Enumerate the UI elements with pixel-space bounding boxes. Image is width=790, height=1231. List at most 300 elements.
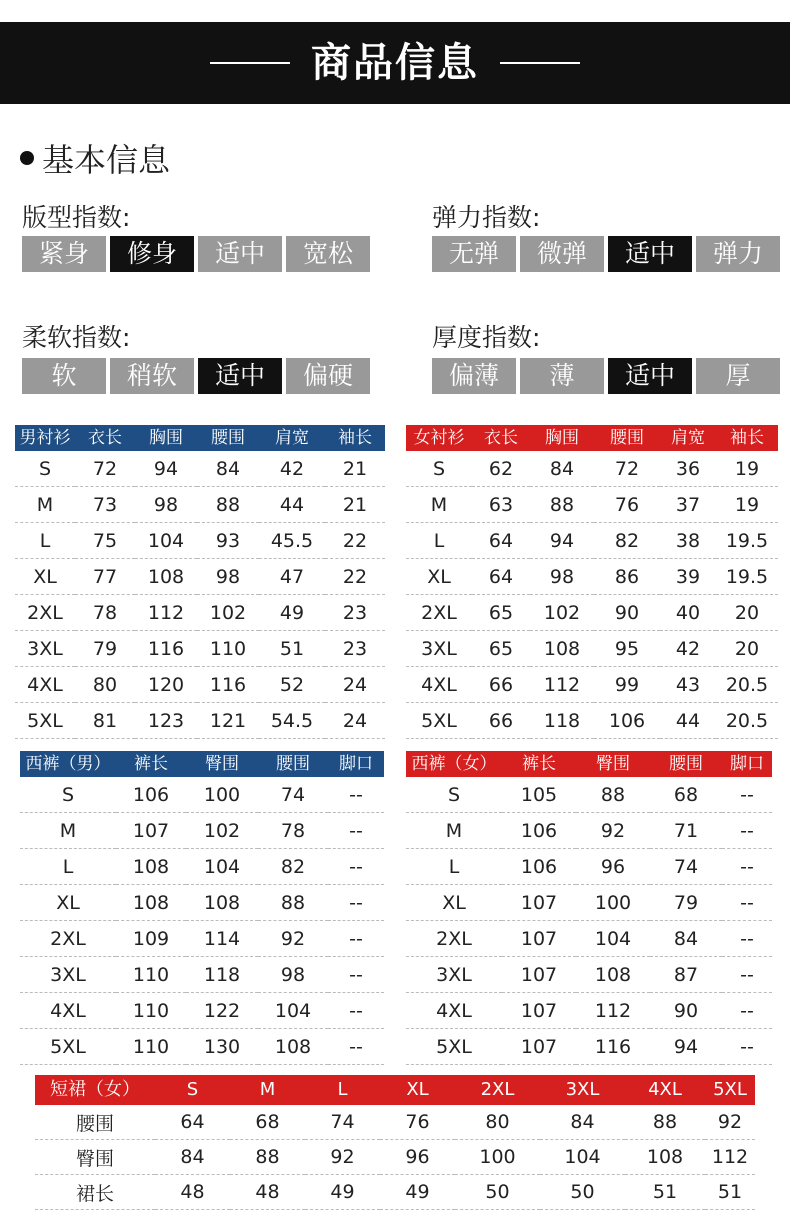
column-header: 肩宽 bbox=[660, 425, 716, 451]
table-cell: 68 bbox=[650, 777, 722, 813]
table-cell: 112 bbox=[135, 595, 197, 631]
table-row bbox=[20, 849, 384, 885]
table-cell: 107 bbox=[502, 885, 576, 921]
table-row bbox=[406, 451, 778, 487]
table-cell: 72 bbox=[594, 451, 660, 487]
table-cell: 96 bbox=[576, 849, 650, 885]
table-row bbox=[406, 993, 772, 1029]
table-row bbox=[406, 559, 778, 595]
table-cell: 20 bbox=[716, 595, 778, 631]
table-cell: 102 bbox=[197, 595, 259, 631]
table-cell: 104 bbox=[135, 523, 197, 559]
column-header: 裤长 bbox=[502, 751, 576, 777]
table-cell: 110 bbox=[116, 993, 186, 1029]
table-cell: L bbox=[406, 523, 472, 559]
table-cell: -- bbox=[722, 813, 772, 849]
table-cell: 73 bbox=[75, 487, 135, 523]
table-cell: 3XL bbox=[406, 631, 472, 667]
table-cell: 3XL bbox=[15, 631, 75, 667]
table-row bbox=[406, 631, 778, 667]
table-cell: -- bbox=[722, 993, 772, 1029]
table-cell: 5XL bbox=[15, 703, 75, 739]
column-header: XL bbox=[380, 1075, 455, 1105]
table-cell: 92 bbox=[705, 1105, 755, 1140]
table-row bbox=[406, 957, 772, 993]
table-cell: 108 bbox=[186, 885, 258, 921]
index-option-selected: 适中 bbox=[608, 358, 692, 394]
table-cell: 52 bbox=[259, 667, 325, 703]
table-cell: 24 bbox=[325, 703, 385, 739]
table-cell: 23 bbox=[325, 595, 385, 631]
table-cell: 110 bbox=[116, 957, 186, 993]
column-header: 衣长 bbox=[472, 425, 530, 451]
table-cell: 110 bbox=[197, 631, 259, 667]
column-header: 袖长 bbox=[325, 425, 385, 451]
table-cell: 74 bbox=[258, 777, 328, 813]
section-title-text: 基本信息 bbox=[42, 141, 171, 179]
table-cell: XL bbox=[406, 559, 472, 595]
bullet-icon bbox=[20, 151, 34, 165]
table-cell: 44 bbox=[660, 703, 716, 739]
index-option: 软 bbox=[22, 358, 106, 394]
index-option: 偏薄 bbox=[432, 358, 516, 394]
column-header: 5XL bbox=[705, 1075, 755, 1105]
column-header: 男衬衫 bbox=[15, 425, 75, 451]
table-cell: 49 bbox=[380, 1175, 455, 1210]
table-row bbox=[35, 1140, 755, 1175]
table-cell: 4XL bbox=[406, 993, 502, 1029]
banner bbox=[0, 22, 790, 104]
table-cell: 107 bbox=[502, 921, 576, 957]
table-cell: 79 bbox=[650, 885, 722, 921]
table-cell: -- bbox=[722, 885, 772, 921]
table-cell: 102 bbox=[530, 595, 594, 631]
table-row bbox=[406, 595, 778, 631]
table-cell: M bbox=[20, 813, 116, 849]
skirt-size-table bbox=[35, 1075, 755, 1210]
index-option: 偏硬 bbox=[286, 358, 370, 394]
table-cell: 腰围 bbox=[35, 1105, 155, 1140]
table-row bbox=[406, 487, 778, 523]
table-cell: 4XL bbox=[15, 667, 75, 703]
table-cell: 65 bbox=[472, 631, 530, 667]
banner-title: 商品信息 bbox=[311, 40, 479, 86]
table-cell: 98 bbox=[135, 487, 197, 523]
table-row bbox=[406, 703, 778, 739]
table-cell: 100 bbox=[186, 777, 258, 813]
table-cell: 66 bbox=[472, 703, 530, 739]
table-cell: 100 bbox=[576, 885, 650, 921]
index-option: 宽松 bbox=[286, 236, 370, 272]
table-cell: 48 bbox=[155, 1175, 230, 1210]
table-cell: S bbox=[406, 777, 502, 813]
table-cell: 105 bbox=[502, 777, 576, 813]
table-row bbox=[15, 487, 385, 523]
table-cell: 82 bbox=[594, 523, 660, 559]
table-row bbox=[15, 703, 385, 739]
table-cell: 93 bbox=[197, 523, 259, 559]
table-cell: 74 bbox=[650, 849, 722, 885]
table-cell: 20.5 bbox=[716, 667, 778, 703]
table-cell: 63 bbox=[472, 487, 530, 523]
index-option: 微弹 bbox=[520, 236, 604, 272]
table-cell: 78 bbox=[258, 813, 328, 849]
table-cell: 64 bbox=[472, 559, 530, 595]
table-cell: 107 bbox=[502, 993, 576, 1029]
table-cell: 50 bbox=[540, 1175, 625, 1210]
table-row bbox=[15, 523, 385, 559]
table-cell: 80 bbox=[455, 1105, 540, 1140]
table-row bbox=[406, 777, 772, 813]
table-cell: 66 bbox=[472, 667, 530, 703]
index-option: 弹力 bbox=[696, 236, 780, 272]
table-row bbox=[406, 921, 772, 957]
table-cell: 84 bbox=[540, 1105, 625, 1140]
index-option: 紧身 bbox=[22, 236, 106, 272]
table-cell: -- bbox=[328, 1029, 384, 1065]
column-header: 衣长 bbox=[75, 425, 135, 451]
column-header: L bbox=[305, 1075, 380, 1105]
column-header: 胸围 bbox=[135, 425, 197, 451]
table-cell: M bbox=[15, 487, 75, 523]
table-cell: 100 bbox=[455, 1140, 540, 1175]
softness-index-label: 柔软指数: bbox=[22, 323, 131, 352]
table-cell: 49 bbox=[259, 595, 325, 631]
table-cell: 90 bbox=[594, 595, 660, 631]
table-cell: 5XL bbox=[406, 703, 472, 739]
table-cell: L bbox=[406, 849, 502, 885]
mens-shirt-size-table bbox=[15, 425, 385, 739]
table-cell: 54.5 bbox=[259, 703, 325, 739]
table-cell: 92 bbox=[305, 1140, 380, 1175]
column-header: 袖长 bbox=[716, 425, 778, 451]
table-cell: 76 bbox=[594, 487, 660, 523]
table-row bbox=[406, 523, 778, 559]
softness-index-options bbox=[22, 358, 372, 394]
table-cell: S bbox=[406, 451, 472, 487]
table-cell: -- bbox=[328, 957, 384, 993]
column-header: 腰围 bbox=[197, 425, 259, 451]
column-header: 臀围 bbox=[186, 751, 258, 777]
table-cell: 71 bbox=[650, 813, 722, 849]
thickness-index-options bbox=[432, 358, 782, 394]
table-cell: 110 bbox=[116, 1029, 186, 1065]
table-cell: 88 bbox=[530, 487, 594, 523]
table-cell: 84 bbox=[530, 451, 594, 487]
table-cell: 108 bbox=[576, 957, 650, 993]
table-cell: 121 bbox=[197, 703, 259, 739]
table-cell: -- bbox=[328, 813, 384, 849]
table-cell: -- bbox=[328, 921, 384, 957]
table-cell: 20.5 bbox=[716, 703, 778, 739]
table-cell: 108 bbox=[135, 559, 197, 595]
table-row bbox=[15, 451, 385, 487]
table-row bbox=[20, 885, 384, 921]
table-cell: 107 bbox=[116, 813, 186, 849]
table-cell: 104 bbox=[576, 921, 650, 957]
table-cell: 99 bbox=[594, 667, 660, 703]
table-cell: 95 bbox=[594, 631, 660, 667]
column-header: S bbox=[155, 1075, 230, 1105]
table-cell: 122 bbox=[186, 993, 258, 1029]
column-header: 裤长 bbox=[116, 751, 186, 777]
column-header: M bbox=[230, 1075, 305, 1105]
table-cell: 4XL bbox=[406, 667, 472, 703]
table-cell: 84 bbox=[650, 921, 722, 957]
stretch-index-options bbox=[432, 236, 782, 272]
table-cell: 92 bbox=[258, 921, 328, 957]
column-header: 女衬衫 bbox=[406, 425, 472, 451]
table-cell: 98 bbox=[258, 957, 328, 993]
womens-pants-size-table bbox=[406, 751, 772, 1065]
table-row bbox=[35, 1175, 755, 1210]
table-cell: -- bbox=[722, 1029, 772, 1065]
table-cell: 88 bbox=[197, 487, 259, 523]
table-cell: 80 bbox=[75, 667, 135, 703]
table-cell: 118 bbox=[530, 703, 594, 739]
column-header: 2XL bbox=[455, 1075, 540, 1105]
section-title bbox=[20, 135, 170, 181]
table-cell: 94 bbox=[530, 523, 594, 559]
table-cell: 22 bbox=[325, 523, 385, 559]
table-cell: -- bbox=[328, 777, 384, 813]
table-cell: 42 bbox=[259, 451, 325, 487]
column-header: 腰围 bbox=[258, 751, 328, 777]
table-cell: 36 bbox=[660, 451, 716, 487]
column-header: 4XL bbox=[625, 1075, 705, 1105]
table-cell: 84 bbox=[155, 1140, 230, 1175]
table-row bbox=[406, 1029, 772, 1065]
table-cell: 2XL bbox=[406, 595, 472, 631]
table-cell: 88 bbox=[258, 885, 328, 921]
table-cell: 38 bbox=[660, 523, 716, 559]
table-cell: 112 bbox=[530, 667, 594, 703]
table-cell: L bbox=[20, 849, 116, 885]
table-cell: 118 bbox=[186, 957, 258, 993]
table-row bbox=[20, 921, 384, 957]
table-cell: 3XL bbox=[20, 957, 116, 993]
index-option: 适中 bbox=[198, 236, 282, 272]
table-row bbox=[20, 993, 384, 1029]
table-cell: 19 bbox=[716, 451, 778, 487]
table-cell: 19.5 bbox=[716, 523, 778, 559]
table-row bbox=[15, 559, 385, 595]
table-cell: 64 bbox=[472, 523, 530, 559]
table-cell: -- bbox=[328, 885, 384, 921]
table-cell: 42 bbox=[660, 631, 716, 667]
table-cell: 24 bbox=[325, 667, 385, 703]
table-cell: S bbox=[15, 451, 75, 487]
column-header: 西裤（男） bbox=[20, 751, 116, 777]
thickness-index-label: 厚度指数: bbox=[432, 323, 541, 352]
column-header: 腰围 bbox=[594, 425, 660, 451]
table-cell: -- bbox=[722, 777, 772, 813]
table-cell: XL bbox=[20, 885, 116, 921]
table-cell: 39 bbox=[660, 559, 716, 595]
table-cell: 96 bbox=[380, 1140, 455, 1175]
index-option-selected: 适中 bbox=[608, 236, 692, 272]
index-option: 厚 bbox=[696, 358, 780, 394]
table-cell: 19.5 bbox=[716, 559, 778, 595]
column-header: 脚口 bbox=[328, 751, 384, 777]
index-option-selected: 适中 bbox=[198, 358, 282, 394]
table-cell: 87 bbox=[650, 957, 722, 993]
table-cell: 23 bbox=[325, 631, 385, 667]
table-cell: -- bbox=[328, 849, 384, 885]
column-header: 西裤（女） bbox=[406, 751, 502, 777]
table-cell: 65 bbox=[472, 595, 530, 631]
table-cell: 21 bbox=[325, 451, 385, 487]
table-cell: 47 bbox=[259, 559, 325, 595]
table-cell: 102 bbox=[186, 813, 258, 849]
table-cell: -- bbox=[722, 849, 772, 885]
table-cell: 20 bbox=[716, 631, 778, 667]
table-cell: 104 bbox=[540, 1140, 625, 1175]
table-cell: 84 bbox=[197, 451, 259, 487]
table-cell: 92 bbox=[576, 813, 650, 849]
table-cell: 108 bbox=[116, 885, 186, 921]
table-cell: -- bbox=[722, 957, 772, 993]
table-cell: 94 bbox=[135, 451, 197, 487]
table-cell: 72 bbox=[75, 451, 135, 487]
table-cell: 68 bbox=[230, 1105, 305, 1140]
table-row bbox=[15, 595, 385, 631]
stretch-index-label: 弹力指数: bbox=[432, 203, 541, 232]
table-cell: 2XL bbox=[20, 921, 116, 957]
table-cell: 104 bbox=[186, 849, 258, 885]
table-cell: 裙长 bbox=[35, 1175, 155, 1210]
table-cell: 3XL bbox=[406, 957, 502, 993]
table-cell: 106 bbox=[502, 813, 576, 849]
table-cell: 19 bbox=[716, 487, 778, 523]
table-cell: 75 bbox=[75, 523, 135, 559]
fit-index-label: 版型指数: bbox=[22, 203, 131, 232]
table-cell: 77 bbox=[75, 559, 135, 595]
table-cell: 4XL bbox=[20, 993, 116, 1029]
table-cell: 40 bbox=[660, 595, 716, 631]
table-cell: 2XL bbox=[15, 595, 75, 631]
index-option: 稍软 bbox=[110, 358, 194, 394]
table-cell: 51 bbox=[705, 1175, 755, 1210]
table-row bbox=[15, 667, 385, 703]
table-row bbox=[406, 885, 772, 921]
table-cell: S bbox=[20, 777, 116, 813]
table-cell: 88 bbox=[625, 1105, 705, 1140]
table-cell: XL bbox=[15, 559, 75, 595]
table-cell: 21 bbox=[325, 487, 385, 523]
table-cell: 116 bbox=[197, 667, 259, 703]
column-header: 臀围 bbox=[576, 751, 650, 777]
table-cell: 50 bbox=[455, 1175, 540, 1210]
table-cell: XL bbox=[406, 885, 502, 921]
table-cell: 108 bbox=[258, 1029, 328, 1065]
table-cell: 98 bbox=[197, 559, 259, 595]
table-cell: M bbox=[406, 487, 472, 523]
table-cell: 62 bbox=[472, 451, 530, 487]
table-cell: 107 bbox=[502, 1029, 576, 1065]
column-header: 腰围 bbox=[650, 751, 722, 777]
table-row bbox=[20, 813, 384, 849]
column-header: 3XL bbox=[540, 1075, 625, 1105]
table-cell: 81 bbox=[75, 703, 135, 739]
table-cell: 44 bbox=[259, 487, 325, 523]
table-cell: 86 bbox=[594, 559, 660, 595]
table-cell: 106 bbox=[502, 849, 576, 885]
table-cell: 106 bbox=[116, 777, 186, 813]
table-cell: 5XL bbox=[20, 1029, 116, 1065]
table-row bbox=[406, 813, 772, 849]
table-cell: 78 bbox=[75, 595, 135, 631]
banner-right-line bbox=[500, 62, 580, 64]
table-cell: 88 bbox=[576, 777, 650, 813]
table-cell: 112 bbox=[705, 1140, 755, 1175]
table-cell: 90 bbox=[650, 993, 722, 1029]
table-row bbox=[20, 957, 384, 993]
table-cell: 108 bbox=[116, 849, 186, 885]
table-cell: 98 bbox=[530, 559, 594, 595]
table-cell: 49 bbox=[305, 1175, 380, 1210]
column-header: 胸围 bbox=[530, 425, 594, 451]
table-cell: 112 bbox=[576, 993, 650, 1029]
table-cell: 108 bbox=[625, 1140, 705, 1175]
table-cell: 107 bbox=[502, 957, 576, 993]
table-cell: -- bbox=[328, 993, 384, 1029]
mens-pants-size-table bbox=[20, 751, 384, 1065]
table-cell: 79 bbox=[75, 631, 135, 667]
table-cell: 5XL bbox=[406, 1029, 502, 1065]
table-cell: 109 bbox=[116, 921, 186, 957]
womens-shirt-size-table bbox=[406, 425, 778, 739]
table-cell: 臀围 bbox=[35, 1140, 155, 1175]
table-row bbox=[406, 849, 772, 885]
table-cell: 45.5 bbox=[259, 523, 325, 559]
table-row bbox=[20, 1029, 384, 1065]
table-cell: 114 bbox=[186, 921, 258, 957]
table-cell: 82 bbox=[258, 849, 328, 885]
table-cell: 94 bbox=[650, 1029, 722, 1065]
table-row bbox=[35, 1105, 755, 1140]
table-cell: 116 bbox=[135, 631, 197, 667]
column-header: 短裙（女） bbox=[35, 1075, 155, 1105]
table-cell: -- bbox=[722, 921, 772, 957]
table-cell: 22 bbox=[325, 559, 385, 595]
table-row bbox=[20, 777, 384, 813]
table-cell: 43 bbox=[660, 667, 716, 703]
table-cell: 88 bbox=[230, 1140, 305, 1175]
table-cell: 123 bbox=[135, 703, 197, 739]
fit-index-options bbox=[22, 236, 372, 272]
table-row bbox=[15, 631, 385, 667]
table-cell: 76 bbox=[380, 1105, 455, 1140]
table-cell: 120 bbox=[135, 667, 197, 703]
index-option: 薄 bbox=[520, 358, 604, 394]
table-cell: 2XL bbox=[406, 921, 502, 957]
table-cell: L bbox=[15, 523, 75, 559]
index-option: 无弹 bbox=[432, 236, 516, 272]
table-cell: 51 bbox=[625, 1175, 705, 1210]
table-cell: 48 bbox=[230, 1175, 305, 1210]
table-cell: 106 bbox=[594, 703, 660, 739]
table-cell: 116 bbox=[576, 1029, 650, 1065]
table-cell: 64 bbox=[155, 1105, 230, 1140]
table-cell: 51 bbox=[259, 631, 325, 667]
table-cell: M bbox=[406, 813, 502, 849]
table-cell: 104 bbox=[258, 993, 328, 1029]
column-header: 脚口 bbox=[722, 751, 772, 777]
table-cell: 108 bbox=[530, 631, 594, 667]
table-cell: 130 bbox=[186, 1029, 258, 1065]
column-header: 肩宽 bbox=[259, 425, 325, 451]
